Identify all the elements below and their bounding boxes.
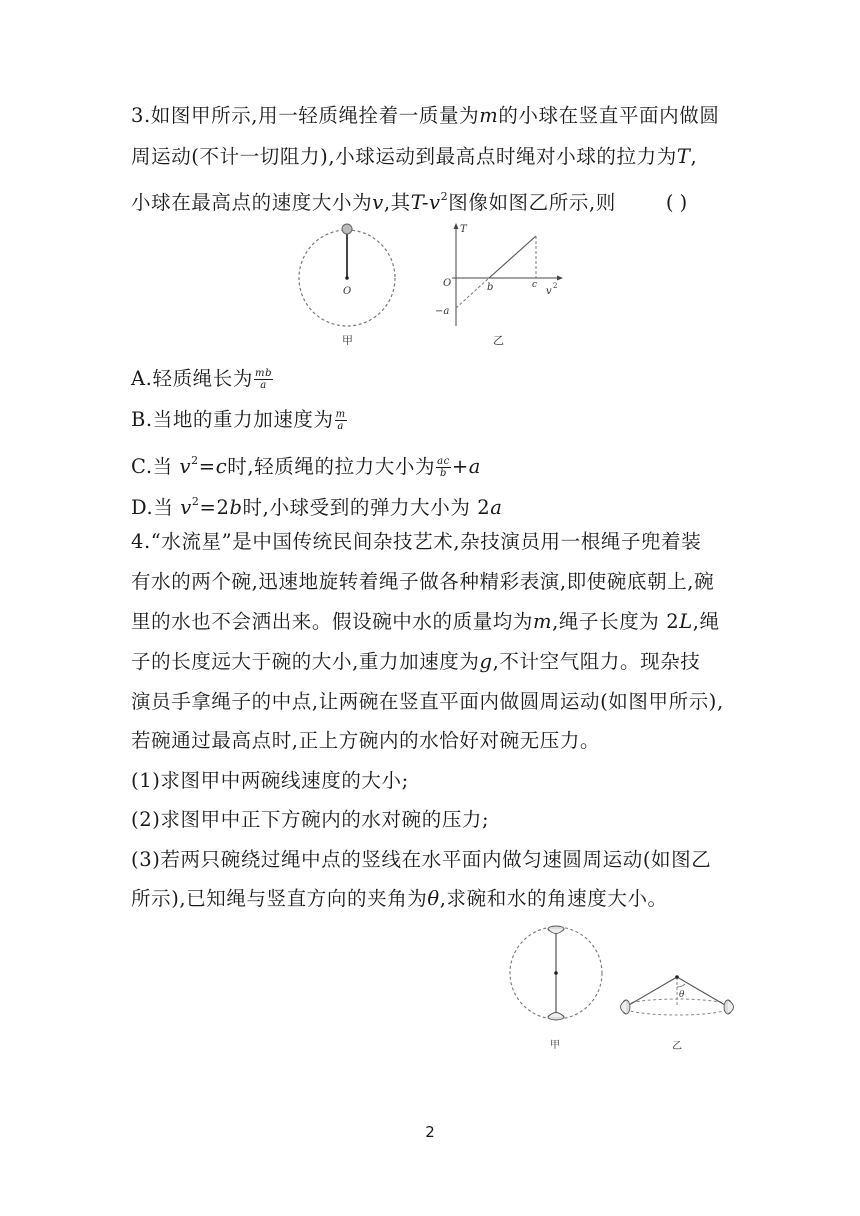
intercept-label: −a bbox=[435, 306, 450, 317]
q3-figure-graph bbox=[432, 218, 572, 348]
q4-line-1: 4.“水流星”是中国传统民间杂技艺术,杂技演员用一根绳子兜着装 bbox=[131, 530, 702, 553]
q4-sub-3a: (3)若两只碗绕过绳中点的竖线在水平面内做匀速圆周运动(如图乙 bbox=[131, 848, 712, 871]
q4-sub-1: (1)求图甲中两碗线速度的大小; bbox=[131, 769, 409, 792]
top-bowl-icon bbox=[548, 926, 564, 934]
q4-line-2: 有水的两个碗,迅速地旋转着绳子做各种精彩表演,即使碗底朝上,碗 bbox=[131, 570, 715, 593]
origin-label: O bbox=[443, 278, 452, 289]
q3-line-2: 周运动(不计一切阻力),小球运动到最高点时绳对小球的拉力为T, bbox=[131, 145, 698, 168]
fig-label-yi-2: 乙 bbox=[672, 1041, 682, 1052]
fig-label-jia: 甲 bbox=[342, 334, 353, 347]
center-label-o: O bbox=[343, 286, 352, 297]
q3-line-1: 3.如图甲所示,用一轻质绳拴着一质量为m的小球在竖直平面内做圆 bbox=[131, 104, 720, 127]
theta-label: θ bbox=[679, 990, 685, 1000]
q3-figure-circle bbox=[290, 218, 402, 348]
axis-label-sq: 2 bbox=[553, 282, 558, 290]
q4-line-5: 演员手拿绳子的中点,让两碗在竖直平面内做圆周运动(如图甲所示), bbox=[131, 690, 724, 713]
q4-sub-3b: 所示),已知绳与竖直方向的夹角为θ,求碗和水的角速度大小。 bbox=[131, 887, 668, 910]
option-c: C.当 $v^2=c$时,轻质绳的拉力大小为 $\frac{ac}{b}$ +a bbox=[131, 454, 482, 479]
q4-line-3: 里的水也不会洒出来。假设碗中水的质量均为m,绳子长度为 2L,绳 bbox=[131, 610, 720, 633]
point-c-label: c bbox=[532, 280, 538, 290]
option-a: A.轻质绳长为 $\frac{mb}{a}$ bbox=[131, 367, 273, 391]
option-d: D.当 $v^2=2b$时,小球受到的弹力大小为 2a bbox=[131, 495, 503, 519]
bottom-bowl-icon bbox=[548, 1013, 564, 1021]
fig-label-yi: 乙 bbox=[493, 334, 504, 347]
x-intercept-label: b bbox=[487, 282, 494, 293]
q4-line-4: 子的长度远大于碗的大小,重力加速度为g,不计空气阻力。现杂技 bbox=[131, 650, 701, 673]
q4-sub-2: (2)求图甲中正下方碗内的水对碗的压力; bbox=[131, 808, 490, 831]
q3-line-3: 小球在最高点的速度大小为v,其$T-v^2$图像如图乙所示,则 ( ) bbox=[131, 190, 688, 214]
q4-line-6: 若碗通过最高点时,正上方碗内的水恰好对碗无压力。 bbox=[131, 729, 601, 752]
option-b: B.当地的重力加速度为 $\frac{m}{a}$ bbox=[131, 408, 346, 432]
right-bowl-icon bbox=[724, 1000, 734, 1014]
fig-label-jia-2: 甲 bbox=[550, 1040, 560, 1051]
page-number: 2 bbox=[425, 1123, 435, 1141]
axis-label-t: T bbox=[460, 224, 467, 235]
answer-blank: ( ) bbox=[665, 191, 688, 214]
q4-figure-vertical bbox=[505, 918, 610, 1058]
q4-figure-conical bbox=[612, 965, 744, 1057]
axis-label-v: v bbox=[546, 286, 552, 297]
left-bowl-icon bbox=[621, 1000, 631, 1014]
